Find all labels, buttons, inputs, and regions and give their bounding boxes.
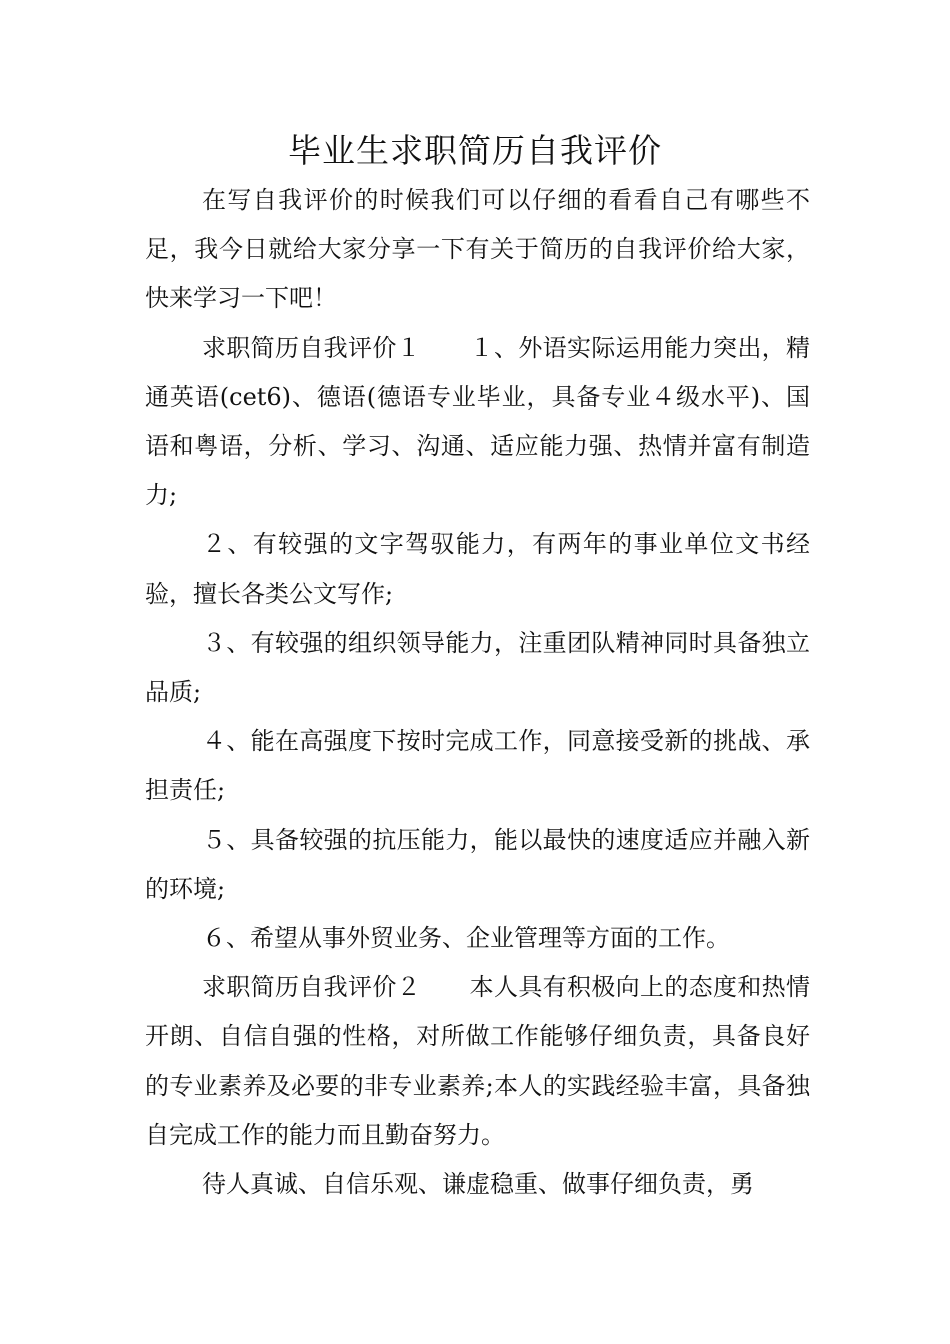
document-title: 毕业生求职简历自我评价 bbox=[288, 131, 662, 170]
paragraph-item-5: ５、具备较强的抗压能力，能以最快的速度适应并融入新的环境; bbox=[145, 825, 810, 903]
paragraph-item-2: ２、有较强的文字驾驭能力，有两年的事业单位文书经验，擅长各类公文写作; bbox=[145, 530, 810, 608]
paragraph-evaluation-2: 求职简历自我评价２ 本人具有积极向上的态度和热情开朗、自信自强的性格，对所做工作能够仔细负责，具备良好的专业素养及必要的非专业素养;本人的实践经验丰富，具备独自完成工作的能力而且勤奋努力。 bbox=[145, 973, 810, 1149]
paragraph-evaluation-1: 求职简历自我评价１ １、外语实际运用能力突出，精通英语(cet6)、德语(德语专业毕业，具备专业４级水平)、国语和粤语，分析、学习、沟通、适应能力强、热情并富有制造力; bbox=[145, 333, 810, 510]
paragraph-item-4: ４、能在高强度下按时完成工作，同意接受新的挑战、承担责任; bbox=[145, 727, 810, 805]
paragraph-continued: 待人真诚、自信乐观、谦虚稳重、做事仔细负责，勇 bbox=[202, 1170, 754, 1199]
document-body bbox=[145, 176, 810, 1209]
paragraph-intro: 在写自我评价的时候我们可以仔细的看看自己有哪些不足，我今日就给大家分享一下有关于简历的自我评价给大家，快来学习一下吧！ bbox=[145, 186, 810, 313]
paragraph-item-6: ６、希望从事外贸业务、企业管理等方面的工作。 bbox=[202, 924, 730, 953]
paragraph-item-3: ３、有较强的组织领导能力，注重团队精神同时具备独立品质; bbox=[145, 628, 810, 707]
